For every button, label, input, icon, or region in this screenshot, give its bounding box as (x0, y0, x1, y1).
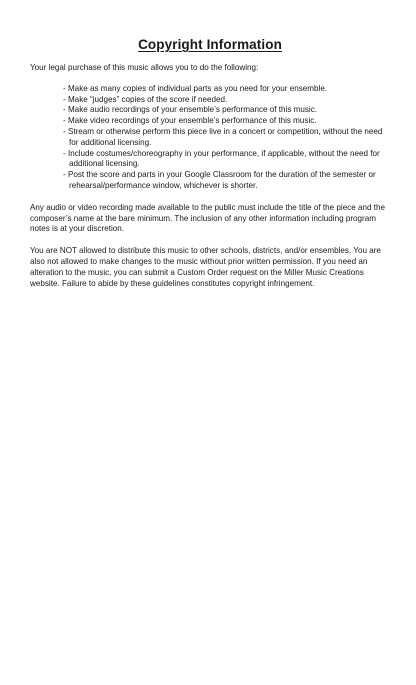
permissions-list (30, 84, 390, 192)
intro-text: Your legal purchase of this music allows you to do the following: (30, 63, 259, 72)
permission-item: - Post the score and parts in your Google Classroom for the duration of the semester or rehearsal/performance window, whichever is shorter. (63, 170, 376, 190)
recording-notice-paragraph: Any audio or video recording made available to the public must include the title of the piece and the composer’s name at the bare minimum. The inclusion of any other information including program notes is at your discretion. (30, 202, 385, 234)
permission-item: - Make as many copies of individual parts as you need for your ensemble. (63, 83, 328, 93)
permission-item: - Make video recordings of your ensemble’s performance of this music. (63, 116, 317, 126)
permission-item: - Include costumes/choreography in your performance, if applicable, without the need for additional licensing. (63, 148, 380, 169)
permission-item: - Stream or otherwise perform this piece live in a concert or competition, without the need for additional licensing. (63, 126, 383, 147)
restrictions-paragraph: You are NOT allowed to distribute this music to other schools, districts, and/or ensembles. You are also not allowed to make changes to the music without prior written permission. If you need an alteration to the music, you can submit a Custom Order request on the Miller Music Creations website. Failure to abide by these guidelines constitutes copyright infringement. (30, 246, 381, 288)
permission-item: - Make “judges” copies of the score if needed. (63, 94, 228, 104)
page-title: Copyright Information (138, 37, 282, 52)
permission-item: - Make audio recordings of your ensemble’s performance of this music. (63, 105, 318, 115)
